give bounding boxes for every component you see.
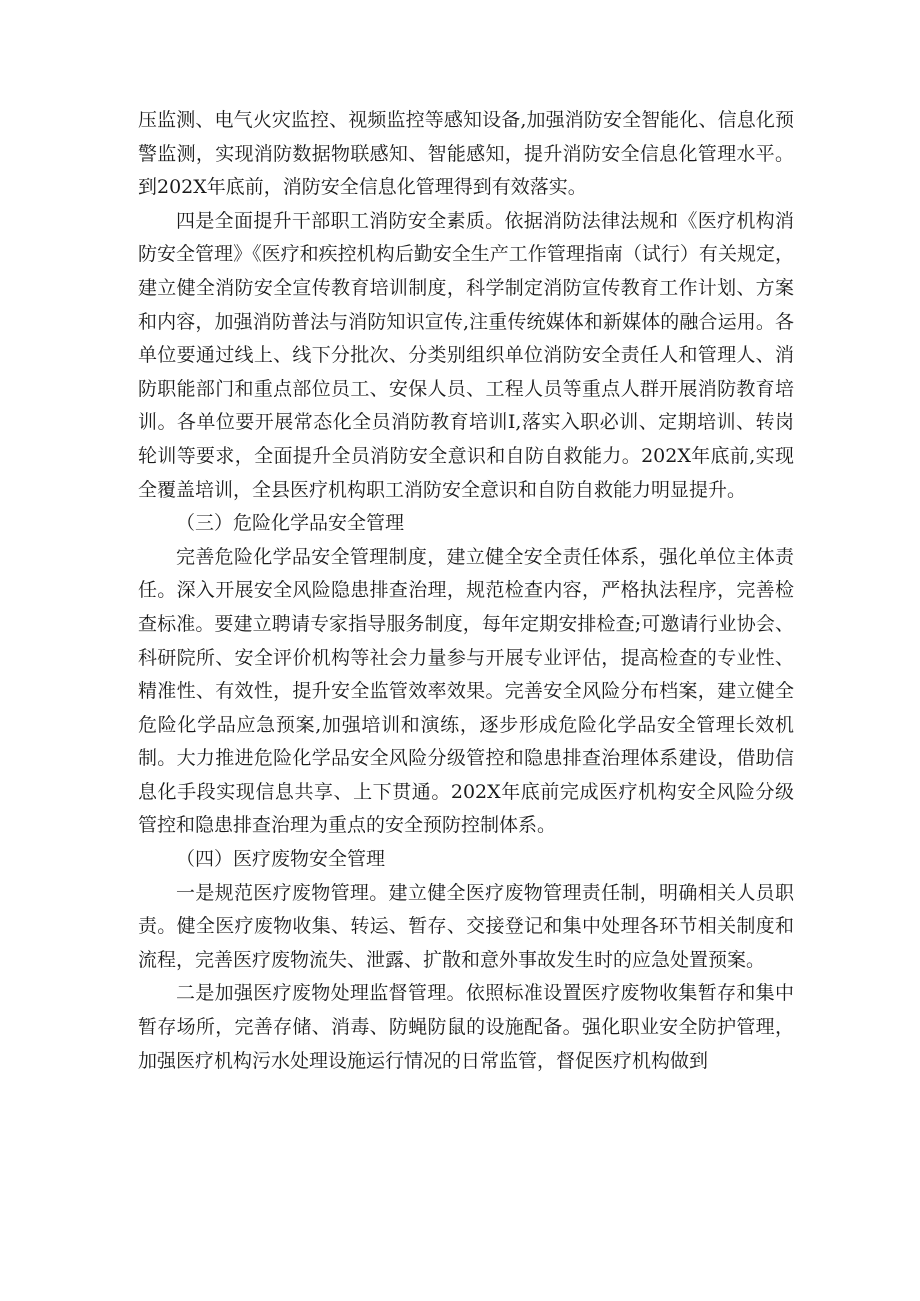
paragraph-continuation: 压监测、电气火灾监控、视频监控等感知设备,加强消防安全智能化、信息化预警监测，实现消防数据物联感知、智能感知，提升消防安全信息化管理水平。到202X年底前，消防安全信息化管理得到有效落实。	[138, 109, 794, 199]
section-heading-medical-waste: （四）医疗废物安全管理	[176, 848, 386, 871]
paragraph-medical-waste-management: 一是规范医疗废物管理。建立健全医疗废物管理责任制，明确相关人员职责。健全医疗废物收集、转运、暂存、交接登记和集中处理各环节相关制度和流程，完善医疗废物流失、泄露、扩散和意外事故发生时的应急处置预案。	[138, 881, 794, 971]
paragraph-hazardous-chemicals: 完善危险化学品安全管理制度，建立健全安全责任体系，强化单位主体责任。深入开展安全风险隐患排查治理，规范检查内容，严格执法程序，完善检查标准。要建立聘请专家指导服务制度，每年定期安排检查;可邀请行业协会、科研院所、安全评价机构等社会力量参与开展专业评估，提高检查的专业性、精准性、有效性，提升安全监管效率效果。完善安全风险分布档案，建立健全危险化学品应急预案,加强培训和演练，逐步形成危险化学品安全管理长效机制。大力推进危险化学品安全风险分级管控和隐患排查治理体系建设，借助信息化手段实现信息共享、上下贯通。202X年底前完成医疗机构安全风险分级管控和隐患排查治理为重点的安全预防控制体系。	[138, 545, 794, 837]
document-page	[138, 104, 794, 1078]
paragraph-staff-fire-training: 四是全面提升干部职工消防安全素质。依据消防法律法规和《医疗机构消防安全管理》《医疗和疾控机构后勤安全生产工作管理指南（试行）有关规定，建立健全消防安全宣传教育培训制度，科学制定消防宣传教育工作计划、方案和内容，加强消防普法与消防知识宣传,注重传统媒体和新媒体的融合运用。各单位要通过线上、线下分批次、分类别组织单位消防安全责任人和管理人、消防职能部门和重点部位员工、安保人员、工程人员等重点人群开展消防教育培训。各单位要开展常态化全员消防教育培训I,落实入职必训、定期培训、转岗轮训等要求，全面提升全员消防安全意识和自防自救能力。202X年底前,实现全覆盖培训，全县医疗机构职工消防安全意识和自防自救能力明显提升。	[138, 209, 794, 501]
section-heading-hazardous-chemicals: （三）危险化学品安全管理	[176, 512, 405, 535]
paragraph-medical-waste-supervision: 二是加强医疗废物处理监督管理。依照标准设置医疗废物收集暂存和集中暂存场所，完善存储、消毒、防蝇防鼠的设施配备。强化职业安全防护管理，加强医疗机构污水处理设施运行情况的日常监管，督促医疗机构做到	[138, 982, 794, 1072]
